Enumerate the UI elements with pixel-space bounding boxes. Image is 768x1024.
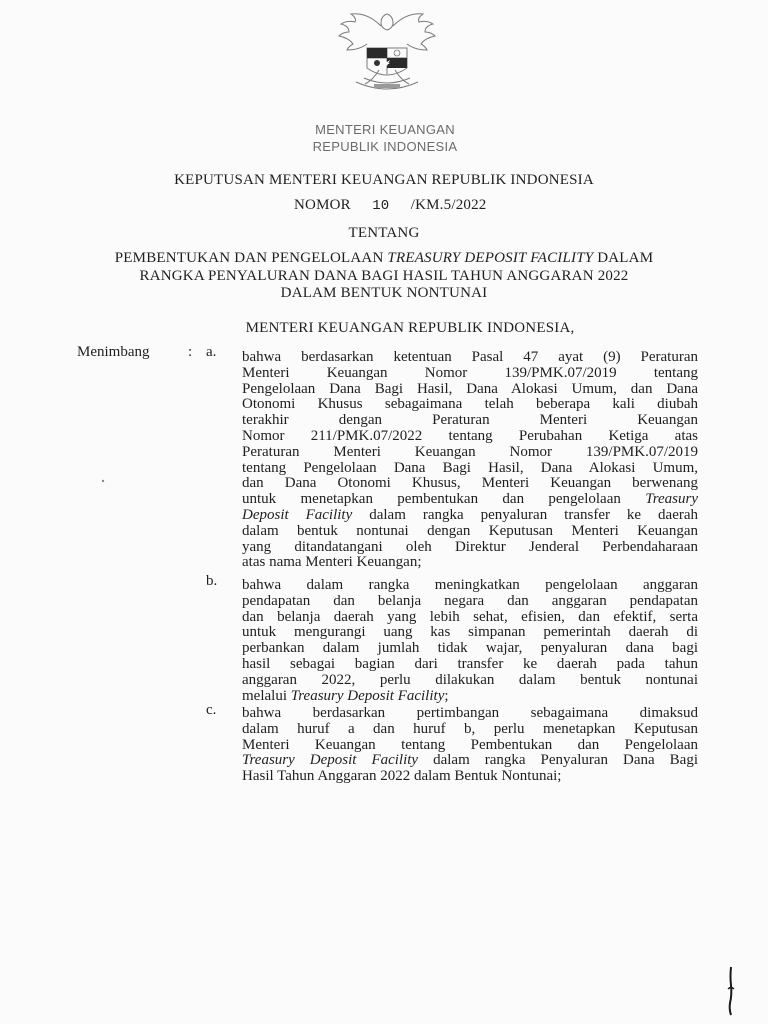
item-line: bahwa dalam rangka meningkatkan pengelolaan anggaran [242,577,698,593]
stray-dot-mark [100,478,106,484]
subject-text: PEMBENTUKAN DAN PENGELOLAAN [114,250,388,266]
item-line: Peraturan Menteri Keuangan Nomor 139/PMK.07/2019 [242,443,698,460]
minister-heading: MENTERI KEUANGAN REPUBLIK INDONESIA, [245,320,575,336]
consideration-item-a [242,350,698,571]
menimbang-colon: : [188,344,193,360]
decree-subject [0,250,768,303]
item-line: yang ditandatangani oleh Direktur Jenderal Perbendaharaan [242,538,698,555]
item-italic: Treasury Deposit Facility [290,687,445,704]
item-italic: Deposit Facility [242,506,353,523]
item-line: atas nama Menteri Keuangan; [242,554,422,571]
item-line: untuk mengurangi uang kas simpanan pemerintah daerah di [242,624,698,641]
decree-tentang: TENTANG [348,225,420,241]
item-italic: Treasury [645,491,698,508]
ministry-country: REPUBLIK INDONESIA [312,139,458,154]
item-line: dan belanja daerah yang lebih sehat, efisien, dan efektif, serta [242,608,698,625]
item-line: dalam bentuk nontunai dengan Keputusan Menteri Keuangan [242,522,698,539]
decree-title: KEPUTUSAN MENTERI KEUANGAN REPUBLIK INDONESIA [174,172,594,188]
item-line: bahwa berdasarkan ketentuan Pasal 47 ayat (9) Peraturan [242,349,698,365]
item-line: terakhir dengan Peraturan Menteri Keuangan [242,412,698,429]
decree-number-label: NOMOR [294,197,351,213]
ministry-name: MENTERI KEUANGAN [315,122,455,137]
item-line: tentang Pengelolaan Dana Bagi Hasil, Dana Alokasi Umum, [242,459,698,476]
item-line: Nomor 211/PMK.07/2022 tentang Perubahan Ketiga atas [242,427,698,444]
item-line [242,492,698,508]
subject-line: DALAM BENTUK NONTUNAI [280,285,488,301]
item-line: Otonomi Khusus sebagaimana telah beberapa kali diubah [242,396,698,413]
subject-text: DALAM [593,250,654,266]
item-line: perbankan dalam jumlah tidak wajar, penyaluran dana bagi [242,640,698,657]
item-letter: a. [206,344,217,360]
item-line: bahwa berdasarkan pertimbangan sebagaimana dimaksud [242,705,698,721]
item-text: untuk menetapkan pembentukan dan pengelolaan [242,491,646,508]
item-line: Hasil Tahun Anggaran 2022 dalam Bentuk Nontunai; [242,768,562,785]
decree-number [294,197,534,214]
item-text: dalam rangka penyaluran transfer ke daerah [352,506,698,523]
item-italic: Treasury Deposit Facility [242,752,419,769]
item-line [242,508,698,524]
consideration-item-b [242,578,698,704]
item-line: hasil sebagai bagian dari transfer ke daerah pada tahun [242,655,698,672]
item-text: dalam rangka Penyaluran Dana Bagi [418,752,698,769]
item-text: ; [444,687,449,704]
ministry-letterhead [300,121,470,155]
decree-number-suffix: /KM.5/2022 [410,197,487,213]
item-line: dan Dana Otonomi Khusus, Menteri Keuangan berwenang [242,475,698,492]
subject-line: RANGKA PENYALURAN DANA BAGI HASIL TAHUN ANGGARAN 2022 [139,267,629,284]
item-line [242,689,698,705]
item-line: Menteri Keuangan Nomor 139/PMK.07/2019 tentang [242,364,698,381]
item-line: anggaran 2022, perlu dilakukan dalam bentuk nontunai [242,671,698,688]
item-line: Pengelolaan Dana Bagi Hasil, Dana Alokasi Umum, dan Dana [242,380,698,397]
item-text: melalui [242,687,291,704]
item-line: Menteri Keuangan tentang Pembentukan dan Pengelolaan [242,736,698,753]
consideration-item-c [242,706,698,785]
decree-number-value: 10 [372,198,390,214]
subject-italic: TREASURY DEPOSIT FACILITY [387,250,594,266]
garuda-emblem-icon [334,8,440,98]
item-line: pendapatan dan belanja negara dan anggaran pendapatan [242,592,698,609]
paraf-signature-mark [724,965,738,1017]
menimbang-label: Menimbang [77,344,150,360]
item-line: dalam huruf a dan huruf b, perlu menetapkan Keputusan [242,720,698,737]
item-letter: c. [206,702,217,718]
item-line [242,753,698,769]
item-letter: b. [206,573,218,589]
